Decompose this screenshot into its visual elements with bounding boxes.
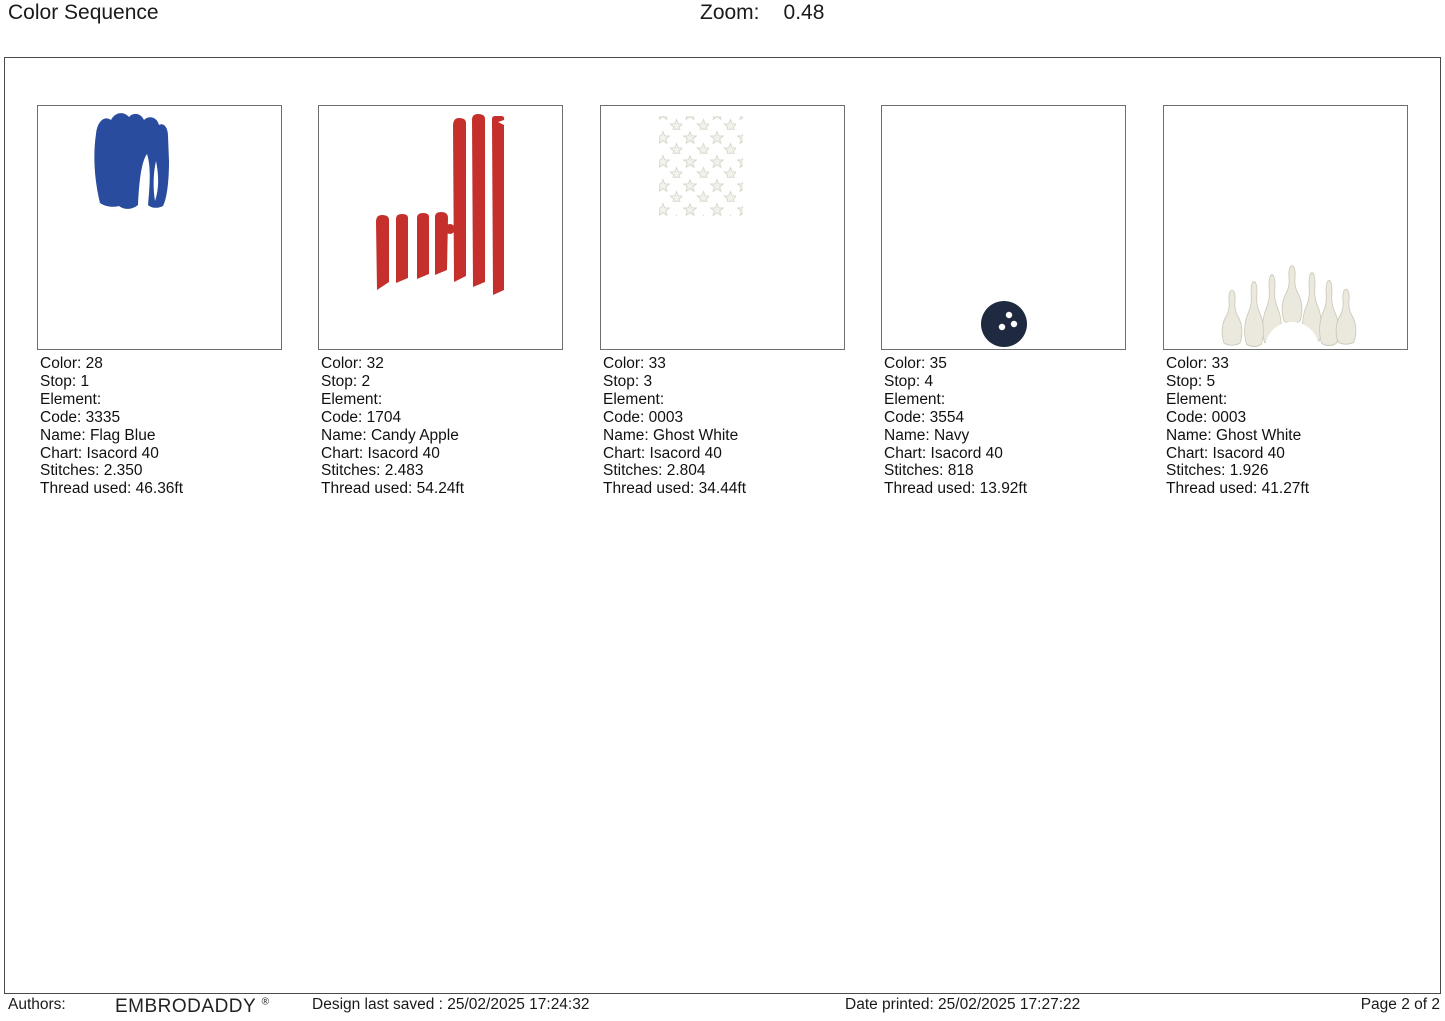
detail-line: Stop: 5	[1166, 372, 1216, 390]
detail-line: Name: Navy	[884, 426, 970, 444]
registered-mark: ®	[261, 996, 270, 1008]
navy-bowling-ball-stitch-icon	[882, 106, 1125, 349]
detail-line: Code: 0003	[1166, 408, 1247, 426]
detail-line: Code: 3335	[40, 408, 121, 426]
detail-line: Element:	[884, 390, 946, 408]
page-title: Color Sequence	[8, 1, 159, 24]
detail-line: Color: 33	[1166, 355, 1229, 372]
blue-canton-stitch-icon	[38, 106, 281, 349]
detail-line: Thread used: 34.44ft	[603, 480, 747, 498]
detail-line: Stitches: 2.804	[603, 462, 706, 480]
detail-line: Stop: 2	[321, 372, 371, 390]
detail-line: Element:	[1166, 390, 1228, 408]
detail-line: Stitches: 818	[884, 462, 974, 480]
detail-line: Chart: Isacord 40	[1166, 444, 1285, 462]
date-printed-timestamp: Date printed: 25/02/2025 17:27:22	[845, 996, 1081, 1013]
detail-line: Stitches: 2.483	[321, 462, 424, 480]
white-stars-stitch-icon	[601, 106, 844, 349]
stop-1-details	[37, 355, 283, 498]
color-stop-panel-5	[1163, 105, 1409, 498]
detail-line: Color: 32	[321, 355, 384, 372]
detail-line: Name: Candy Apple	[321, 426, 459, 444]
detail-line: Color: 35	[884, 355, 947, 372]
detail-line: Stitches: 2.350	[40, 462, 143, 480]
red-stripes-stitch-icon	[319, 106, 562, 349]
stop-2-thumbnail	[318, 105, 563, 350]
detail-line: Color: 33	[603, 355, 666, 372]
detail-line: Chart: Isacord 40	[884, 444, 1003, 462]
report-footer	[0, 996, 1445, 1021]
stop-4-details	[881, 355, 1127, 498]
color-stop-panel-3	[600, 105, 846, 498]
brand-name: EMBRODADDY	[115, 996, 256, 1017]
detail-line: Element:	[603, 390, 665, 408]
detail-line: Code: 0003	[603, 408, 684, 426]
color-stop-panel-2	[318, 105, 564, 498]
design-saved-timestamp: Design last saved : 25/02/2025 17:24:32	[312, 996, 590, 1013]
stop-3-details	[600, 355, 846, 498]
detail-line: Name: Flag Blue	[40, 426, 156, 444]
detail-line: Thread used: 41.27ft	[1166, 480, 1310, 498]
stop-1-thumbnail	[37, 105, 282, 350]
zoom-readout	[700, 1, 824, 25]
detail-line: Code: 3554	[884, 408, 965, 426]
stop-5-details	[1163, 355, 1409, 498]
detail-line: Name: Ghost White	[1166, 426, 1302, 444]
detail-line: Element:	[40, 390, 102, 408]
detail-line: Stop: 1	[40, 372, 90, 390]
zoom-value: 0.48	[783, 1, 825, 24]
detail-line: Code: 1704	[321, 408, 402, 426]
authors-label: Authors:	[8, 996, 66, 1013]
page-number: Page 2 of 2	[1360, 996, 1440, 1013]
white-bowling-pins-stitch-icon	[1164, 106, 1407, 349]
stop-5-thumbnail	[1163, 105, 1408, 350]
detail-line: Chart: Isacord 40	[40, 444, 159, 462]
detail-line: Name: Ghost White	[603, 426, 739, 444]
detail-line: Thread used: 13.92ft	[884, 480, 1028, 498]
color-stop-panel-4	[881, 105, 1127, 498]
stop-2-details	[318, 355, 564, 498]
detail-line: Thread used: 54.24ft	[321, 480, 465, 498]
detail-line: Stitches: 1.926	[1166, 462, 1269, 480]
stop-4-thumbnail	[881, 105, 1126, 350]
detail-line: Color: 28	[40, 355, 103, 372]
zoom-label: Zoom:	[700, 1, 760, 24]
stop-3-thumbnail	[600, 105, 845, 350]
detail-line: Chart: Isacord 40	[603, 444, 722, 462]
brand-logo	[115, 996, 270, 1018]
detail-line: Stop: 4	[884, 372, 934, 390]
detail-line: Element:	[321, 390, 383, 408]
color-stop-panel-1	[37, 105, 283, 498]
detail-line: Chart: Isacord 40	[321, 444, 440, 462]
detail-line: Thread used: 46.36ft	[40, 480, 184, 498]
detail-line: Stop: 3	[603, 372, 653, 390]
